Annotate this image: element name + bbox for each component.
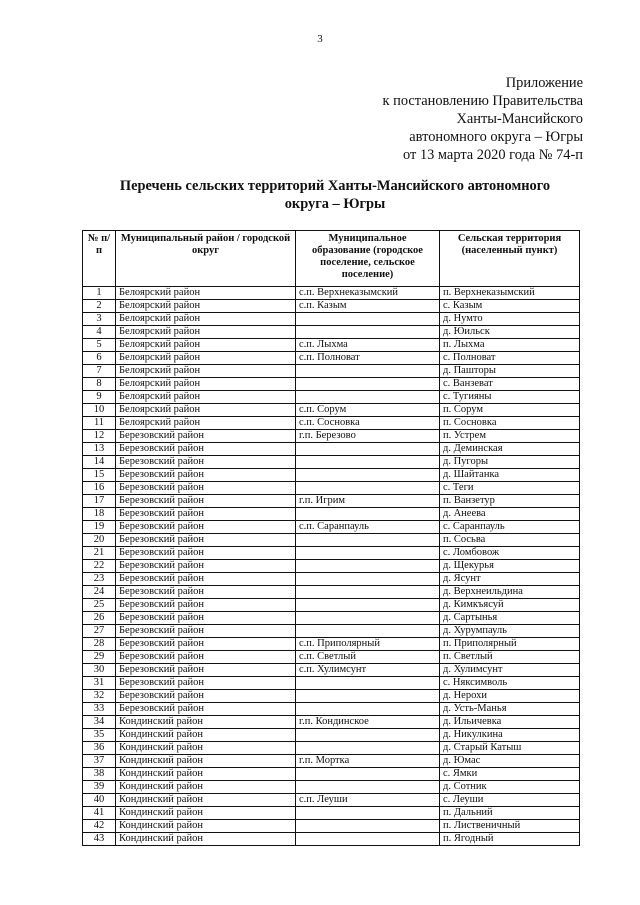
row-district-cell: Березовский район [116, 469, 296, 482]
table-row [83, 638, 580, 651]
table-row [83, 378, 580, 391]
row-district-cell: Кондинский район [116, 781, 296, 794]
row-num-cell: 21 [83, 547, 116, 560]
row-territory-cell: с. Казым [440, 300, 580, 313]
row-num-cell: 39 [83, 781, 116, 794]
row-district-cell: Березовский район [116, 534, 296, 547]
row-municipality-cell [296, 807, 440, 820]
row-district-cell: Белоярский район [116, 352, 296, 365]
row-municipality-cell: с.п. Саранпауль [296, 521, 440, 534]
row-territory-cell: д. Сотник [440, 781, 580, 794]
row-territory-cell: д. Сартынья [440, 612, 580, 625]
row-district-cell: Белоярский район [116, 417, 296, 430]
row-district-cell: Березовский район [116, 599, 296, 612]
row-district-cell: Белоярский район [116, 391, 296, 404]
row-municipality-cell [296, 326, 440, 339]
row-num-cell: 14 [83, 456, 116, 469]
row-territory-cell: с. Тугияны [440, 391, 580, 404]
row-territory-cell: с. Ямки [440, 768, 580, 781]
row-district-cell: Березовский район [116, 521, 296, 534]
row-municipality-cell: с.п. Сорум [296, 404, 440, 417]
row-district-cell: Березовский район [116, 508, 296, 521]
table-row [83, 365, 580, 378]
row-num-cell: 10 [83, 404, 116, 417]
territories-table [82, 230, 580, 846]
row-district-cell: Березовский район [116, 625, 296, 638]
row-district-cell: Березовский район [116, 547, 296, 560]
row-territory-cell: с. Няксимволь [440, 677, 580, 690]
table-row [83, 716, 580, 729]
row-territory-cell: п. Верхнеказымский [440, 287, 580, 300]
row-municipality-cell: г.п. Березово [296, 430, 440, 443]
row-num-cell: 25 [83, 599, 116, 612]
row-territory-cell: п. Устрем [440, 430, 580, 443]
header-district: Муниципальный район / городской округ [116, 231, 296, 287]
row-num-cell: 4 [83, 326, 116, 339]
table-row [83, 482, 580, 495]
table-row [83, 339, 580, 352]
table-row [83, 430, 580, 443]
row-territory-cell: д. Деминская [440, 443, 580, 456]
row-num-cell: 24 [83, 586, 116, 599]
table-row [83, 469, 580, 482]
table-row [83, 456, 580, 469]
row-district-cell: Кондинский район [116, 807, 296, 820]
row-territory-cell: п. Ягодный [440, 833, 580, 846]
table-row [83, 742, 580, 755]
row-district-cell: Березовский район [116, 586, 296, 599]
row-municipality-cell [296, 781, 440, 794]
table-row [83, 833, 580, 846]
title-line: округа – Югры [284, 195, 386, 212]
row-municipality-cell: с.п. Лыхма [296, 339, 440, 352]
appendix-line: автономного округа – Югры [409, 129, 583, 145]
row-num-cell: 37 [83, 755, 116, 768]
row-municipality-cell [296, 313, 440, 326]
row-municipality-cell [296, 625, 440, 638]
row-municipality-cell [296, 703, 440, 716]
row-num-cell: 22 [83, 560, 116, 573]
table-row [83, 807, 580, 820]
row-num-cell: 42 [83, 820, 116, 833]
row-municipality-cell [296, 573, 440, 586]
row-district-cell: Кондинский район [116, 755, 296, 768]
row-territory-cell: п. Сорум [440, 404, 580, 417]
row-municipality-cell: с.п. Светлый [296, 651, 440, 664]
row-territory-cell: с. Ломбовож [440, 547, 580, 560]
table-row [83, 443, 580, 456]
row-num-cell: 30 [83, 664, 116, 677]
row-district-cell: Березовский район [116, 638, 296, 651]
title-line: Перечень сельских территорий Ханты-Мансийского автономного [119, 178, 551, 194]
row-territory-cell: д. Усть-Манья [440, 703, 580, 716]
row-num-cell: 31 [83, 677, 116, 690]
table-header-row [83, 231, 580, 287]
table-row [83, 690, 580, 703]
row-municipality-cell: с.п. Хулимсунт [296, 664, 440, 677]
table-row [83, 547, 580, 560]
row-territory-cell: д. Щекурья [440, 560, 580, 573]
row-territory-cell: п. Дальний [440, 807, 580, 820]
row-num-cell: 29 [83, 651, 116, 664]
table-row [83, 820, 580, 833]
row-district-cell: Березовский район [116, 482, 296, 495]
table-row [83, 417, 580, 430]
row-territory-cell: д. Никулкина [440, 729, 580, 742]
row-territory-cell: д. Старый Катыш [440, 742, 580, 755]
row-territory-cell: д. Пашторы [440, 365, 580, 378]
table-row [83, 300, 580, 313]
table-row [83, 521, 580, 534]
table-row [83, 404, 580, 417]
row-municipality-cell [296, 482, 440, 495]
row-territory-cell: д. Пугоры [440, 456, 580, 469]
table-row [83, 677, 580, 690]
row-municipality-cell [296, 443, 440, 456]
row-municipality-cell [296, 833, 440, 846]
table-row [83, 313, 580, 326]
row-district-cell: Кондинский район [116, 794, 296, 807]
row-district-cell: Белоярский район [116, 339, 296, 352]
table-row [83, 612, 580, 625]
row-territory-cell: п. Приполярный [440, 638, 580, 651]
row-municipality-cell [296, 456, 440, 469]
row-territory-cell: д. Хулимсунт [440, 664, 580, 677]
row-district-cell: Белоярский район [116, 404, 296, 417]
row-territory-cell: п. Светлый [440, 651, 580, 664]
row-num-cell: 28 [83, 638, 116, 651]
row-num-cell: 6 [83, 352, 116, 365]
table-body [83, 287, 580, 846]
header-municipality: Муниципальное образование (городское поселение, сельское поселение) [296, 231, 440, 287]
page-number: 3 [317, 33, 323, 45]
appendix-line: Приложение [505, 75, 583, 91]
row-num-cell: 43 [83, 833, 116, 846]
row-num-cell: 33 [83, 703, 116, 716]
row-num-cell: 2 [83, 300, 116, 313]
row-territory-cell: п. Сосновка [440, 417, 580, 430]
row-municipality-cell [296, 820, 440, 833]
row-district-cell: Кондинский район [116, 729, 296, 742]
row-num-cell: 1 [83, 287, 116, 300]
row-territory-cell: д. Шайтанка [440, 469, 580, 482]
table-row [83, 352, 580, 365]
row-num-cell: 27 [83, 625, 116, 638]
row-num-cell: 32 [83, 690, 116, 703]
table-row [83, 586, 580, 599]
table-row [83, 560, 580, 573]
appendix-line: к постановлению Правительства [382, 93, 583, 109]
appendix-block [383, 74, 583, 164]
row-territory-cell: д. Верхнеильдина [440, 586, 580, 599]
row-municipality-cell [296, 469, 440, 482]
row-territory-cell: д. Нерохи [440, 690, 580, 703]
row-district-cell: Белоярский район [116, 378, 296, 391]
row-num-cell: 36 [83, 742, 116, 755]
row-municipality-cell: г.п. Кондинское [296, 716, 440, 729]
row-num-cell: 12 [83, 430, 116, 443]
row-territory-cell: с. Саранпауль [440, 521, 580, 534]
row-municipality-cell [296, 534, 440, 547]
table-row [83, 495, 580, 508]
row-territory-cell: п. Лиственичный [440, 820, 580, 833]
row-territory-cell: д. Анеева [440, 508, 580, 521]
row-municipality-cell [296, 560, 440, 573]
row-district-cell: Березовский район [116, 573, 296, 586]
row-territory-cell: д. Хурумпауль [440, 625, 580, 638]
row-territory-cell: д. Юильск [440, 326, 580, 339]
row-district-cell: Кондинский район [116, 833, 296, 846]
row-municipality-cell [296, 378, 440, 391]
row-district-cell: Березовский район [116, 495, 296, 508]
row-municipality-cell: с.п. Приполярный [296, 638, 440, 651]
row-district-cell: Березовский район [116, 703, 296, 716]
row-territory-cell: п. Лыхма [440, 339, 580, 352]
row-district-cell: Белоярский район [116, 313, 296, 326]
table-row [83, 326, 580, 339]
document-title [60, 178, 610, 213]
row-num-cell: 20 [83, 534, 116, 547]
row-municipality-cell: г.п. Игрим [296, 495, 440, 508]
row-num-cell: 23 [83, 573, 116, 586]
table-row [83, 755, 580, 768]
table-row [83, 287, 580, 300]
table-row [83, 625, 580, 638]
table-row [83, 573, 580, 586]
table-row [83, 781, 580, 794]
table-row [83, 599, 580, 612]
row-num-cell: 8 [83, 378, 116, 391]
row-municipality-cell [296, 690, 440, 703]
row-municipality-cell: г.п. Мортка [296, 755, 440, 768]
row-territory-cell: с. Ванзеват [440, 378, 580, 391]
row-district-cell: Кондинский район [116, 768, 296, 781]
row-district-cell: Березовский район [116, 456, 296, 469]
row-district-cell: Кондинский район [116, 742, 296, 755]
row-district-cell: Березовский район [116, 560, 296, 573]
row-municipality-cell [296, 547, 440, 560]
row-num-cell: 11 [83, 417, 116, 430]
row-municipality-cell [296, 612, 440, 625]
header-num: № п/п [83, 231, 116, 287]
row-district-cell: Березовский район [116, 677, 296, 690]
table-row [83, 508, 580, 521]
row-territory-cell: п. Сосьва [440, 534, 580, 547]
row-territory-cell: д. Ильичевка [440, 716, 580, 729]
row-territory-cell: д. Кимкъясуй [440, 599, 580, 612]
row-municipality-cell [296, 599, 440, 612]
row-municipality-cell [296, 768, 440, 781]
row-municipality-cell [296, 729, 440, 742]
row-municipality-cell [296, 586, 440, 599]
row-num-cell: 35 [83, 729, 116, 742]
row-num-cell: 19 [83, 521, 116, 534]
table-row [83, 703, 580, 716]
row-district-cell: Березовский район [116, 443, 296, 456]
table-row [83, 391, 580, 404]
row-district-cell: Березовский район [116, 664, 296, 677]
row-num-cell: 38 [83, 768, 116, 781]
row-district-cell: Березовский район [116, 612, 296, 625]
row-district-cell: Белоярский район [116, 365, 296, 378]
row-territory-cell: с. Теги [440, 482, 580, 495]
table-row [83, 729, 580, 742]
row-territory-cell: с. Леуши [440, 794, 580, 807]
row-municipality-cell [296, 677, 440, 690]
row-num-cell: 9 [83, 391, 116, 404]
row-territory-cell: д. Юмас [440, 755, 580, 768]
appendix-line: Ханты-Мансийского [456, 111, 583, 127]
row-municipality-cell: с.п. Верхнеказымский [296, 287, 440, 300]
row-municipality-cell: с.п. Казым [296, 300, 440, 313]
row-municipality-cell [296, 365, 440, 378]
row-district-cell: Кондинский район [116, 716, 296, 729]
row-territory-cell: д. Нумто [440, 313, 580, 326]
row-municipality-cell [296, 742, 440, 755]
row-municipality-cell [296, 508, 440, 521]
row-municipality-cell: с.п. Сосновка [296, 417, 440, 430]
row-num-cell: 18 [83, 508, 116, 521]
row-num-cell: 16 [83, 482, 116, 495]
row-district-cell: Березовский район [116, 651, 296, 664]
row-num-cell: 41 [83, 807, 116, 820]
row-num-cell: 40 [83, 794, 116, 807]
table-row [83, 768, 580, 781]
row-num-cell: 7 [83, 365, 116, 378]
row-district-cell: Березовский район [116, 430, 296, 443]
table-row [83, 664, 580, 677]
appendix-line: от 13 марта 2020 года № 74-п [403, 147, 583, 163]
row-territory-cell: д. Ясунт [440, 573, 580, 586]
row-num-cell: 34 [83, 716, 116, 729]
header-territory: Сельская территория (населенный пункт) [440, 231, 580, 287]
row-num-cell: 15 [83, 469, 116, 482]
row-num-cell: 26 [83, 612, 116, 625]
row-num-cell: 3 [83, 313, 116, 326]
row-district-cell: Белоярский район [116, 287, 296, 300]
row-municipality-cell [296, 391, 440, 404]
row-municipality-cell: с.п. Леуши [296, 794, 440, 807]
row-num-cell: 17 [83, 495, 116, 508]
row-district-cell: Кондинский район [116, 820, 296, 833]
row-num-cell: 13 [83, 443, 116, 456]
row-municipality-cell: с.п. Полноват [296, 352, 440, 365]
table-row [83, 651, 580, 664]
row-district-cell: Березовский район [116, 690, 296, 703]
row-territory-cell: с. Полноват [440, 352, 580, 365]
row-num-cell: 5 [83, 339, 116, 352]
row-territory-cell: п. Ванзетур [440, 495, 580, 508]
table-row [83, 794, 580, 807]
row-district-cell: Белоярский район [116, 300, 296, 313]
table-row [83, 534, 580, 547]
row-district-cell: Белоярский район [116, 326, 296, 339]
